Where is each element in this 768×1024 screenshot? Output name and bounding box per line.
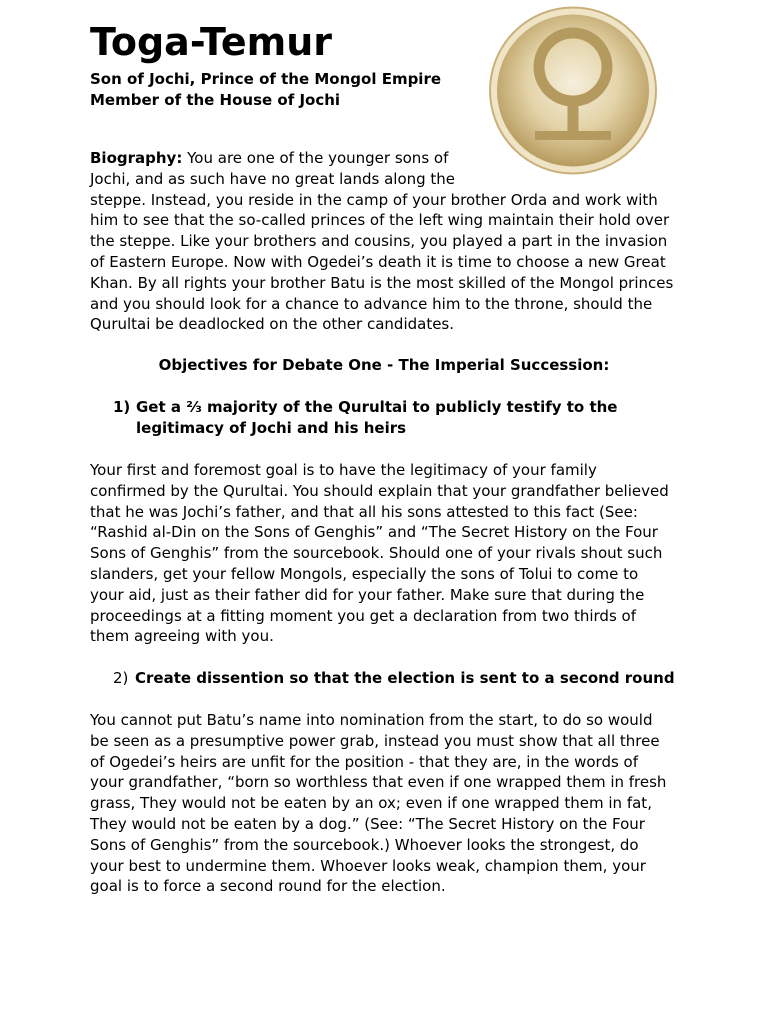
biography-line <box>90 148 690 169</box>
paragraph-line: grass, They would not be eaten by an ox; even if one wrapped them in fat, <box>90 794 652 813</box>
paragraph-line: You cannot put Batu’s name into nomination from the start, to do so would <box>90 711 653 729</box>
paragraph-line: confirmed by the Qurultai. You should explain that your grandfather believed <box>90 481 669 500</box>
paragraph-line: Sons of Genghis” from the sourcebook. Should one of your rivals shout such <box>90 544 663 563</box>
paragraph-line: “Rashid al-Din on the Sons of Genghis” and “The Secret History on the Four <box>90 523 658 542</box>
objective-title-text <box>135 668 675 689</box>
objective-title-line: Create dissention so that the election is sent to a second round <box>135 669 675 687</box>
objective-number: 1) <box>113 398 131 416</box>
paragraph-line: your aid, just as their father did for your father. Make sure that during the <box>90 585 645 604</box>
subtitle-line-2: Member of the House of Jochi <box>90 91 341 109</box>
biography-line: him to see that the so-called princes of the left wing maintain their hold over <box>90 211 670 230</box>
objectives-heading: Objectives for Debate One - The Imperial Succession: <box>158 356 610 374</box>
objective-1-title <box>113 397 673 441</box>
paragraph-line: They would not be eaten by a dog.” (See: “The Secret History on the Four <box>90 814 645 833</box>
objective-1-body <box>90 460 690 647</box>
paragraph-line: proceedings at a fitting moment you get a declaration from two thirds of <box>90 606 636 625</box>
paragraph-line: your grandfather, “born so worthless that even if one wrapped them in fresh <box>90 773 667 792</box>
biography-line: Jochi, and as such have no great lands along the <box>90 169 456 188</box>
paragraph-line: goal is to force a second round for the election. <box>90 877 446 896</box>
objective-2-title <box>113 668 693 690</box>
biography-line: and you should look for a chance to advance him to the throne, should the <box>90 294 653 313</box>
objective-title-text <box>136 397 617 439</box>
objective-title-line: Get a ⅔ majority of the Qurultai to publicly testify to the <box>136 398 618 416</box>
objective-title-line: legitimacy of Jochi and his heirs <box>136 419 407 437</box>
subtitle-line-1: Son of Jochi, Prince of the Mongol Empire <box>90 70 442 88</box>
objective-number: 2) <box>113 669 129 687</box>
paragraph-line: Sons of Genghis” from the sourcebook.) Whoever looks the strongest, do <box>90 835 639 854</box>
page-title: Toga-Temur <box>90 20 333 64</box>
biography-line: the steppe. Like your brothers and cousins, you played a part in the invasion <box>90 232 668 251</box>
paragraph-line: them agreeing with you. <box>90 627 274 646</box>
paragraph-line: Your first and foremost goal is to have the legitimacy of your family <box>90 461 597 479</box>
biography-line: steppe. Instead, you reside in the camp of your brother Orda and work with <box>90 190 658 209</box>
character-subtitle <box>90 69 441 111</box>
paragraph-line: be seen as a presumptive power grab, instead you must show that all three <box>90 731 660 750</box>
paragraph-line: that he was Jochi’s father, and that all his sons attested to this fact (See: <box>90 502 638 521</box>
biography-line: of Eastern Europe. Now with Ogedei’s death it is time to choose a new Great <box>90 252 666 271</box>
biography-text: You are one of the younger sons of <box>187 149 449 167</box>
biography-line: Qurultai be deadlocked on the other candidates. <box>90 315 455 334</box>
paragraph-line: slanders, get your fellow Mongols, especially the sons of Tolui to come to <box>90 564 639 583</box>
paragraph-line: your best to undermine them. Whoever looks weak, champion them, your <box>90 856 646 875</box>
biography-label: Biography: <box>90 149 183 167</box>
objective-2-body <box>90 710 690 897</box>
paragraph-line: of Ogedei’s heirs are unfit for the position - that they are, in the words of <box>90 752 639 771</box>
biography-section <box>90 148 690 335</box>
biography-line: Khan. By all rights your brother Batu is the most skilled of the Mongol princes <box>90 273 674 292</box>
